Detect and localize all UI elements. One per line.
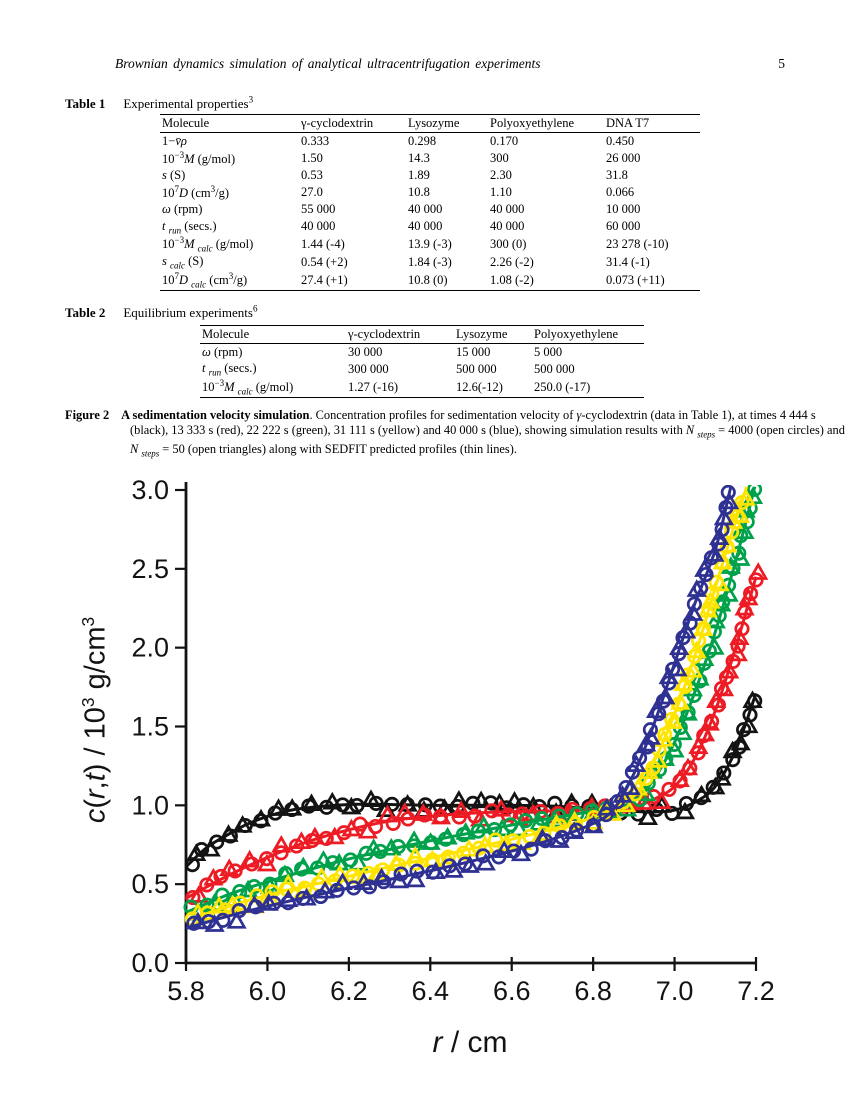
cell-value: 40 000 bbox=[301, 219, 336, 234]
table1-caption bbox=[65, 95, 253, 112]
y-tick-label: 0.5 bbox=[131, 869, 169, 900]
row-label: $10^7D$ $(cm^3/g)$ bbox=[162, 184, 229, 201]
table2-label: Table 2 bbox=[65, 305, 106, 321]
cell-value: 250.0 (-17) bbox=[534, 379, 591, 394]
row-label: $10^{-3}M$ (g/mol) bbox=[162, 150, 236, 167]
table-row bbox=[160, 271, 700, 290]
row-label: $10^7D$ $_{calc}$ $(cm^3/g)$ bbox=[162, 270, 248, 290]
table1-label: Table 1 bbox=[65, 96, 106, 112]
column-header: DNA T7 bbox=[606, 116, 650, 130]
cell-value: 13.9 (-3) bbox=[408, 237, 452, 252]
figure-2-chart bbox=[70, 470, 810, 1085]
column-header: γ-cyclodextrin bbox=[348, 327, 421, 341]
row-label: $10^{-3}M$ $_{calc}$ (g/mol) bbox=[162, 235, 254, 254]
cell-value: 40 000 bbox=[408, 219, 443, 234]
column-header: Lysozyme bbox=[408, 116, 460, 130]
column-header: Molecule bbox=[202, 327, 250, 341]
table-2 bbox=[200, 325, 644, 398]
cell-value: 5 000 bbox=[534, 345, 563, 359]
cell-value: 23 278 (-10) bbox=[606, 237, 669, 252]
cell-value: 500 000 bbox=[534, 362, 575, 376]
y-axis-label: $c(r,t) / 10^3$ $g/cm^3$ bbox=[78, 616, 112, 824]
cell-value: 1.84 (-3) bbox=[408, 254, 452, 269]
table-row bbox=[160, 218, 700, 235]
cell-value: 300 000 bbox=[348, 362, 389, 376]
table-1 bbox=[160, 114, 700, 291]
y-tick-label: 2.5 bbox=[131, 553, 169, 584]
open-triangle-marker bbox=[750, 565, 766, 579]
cell-value: 0.333 bbox=[301, 134, 330, 148]
cell-value: 0.53 bbox=[301, 168, 323, 183]
cell-value: 55 000 bbox=[301, 202, 336, 217]
cell-value: 31.4 (-1) bbox=[606, 254, 650, 269]
cell-value: 12.6(-12) bbox=[456, 379, 503, 394]
x-tick-label: 6.0 bbox=[248, 976, 287, 1006]
cell-value: 40 000 bbox=[490, 202, 525, 217]
column-header: Lysozyme bbox=[456, 327, 508, 341]
cell-value: 0.450 bbox=[606, 134, 635, 148]
row-label: 1−v̄ρ bbox=[162, 134, 187, 148]
cell-value: 10 000 bbox=[606, 202, 641, 217]
x-tick-label: 6.8 bbox=[574, 976, 612, 1006]
cell-value: 1.27 (-16) bbox=[348, 379, 398, 394]
table-row bbox=[160, 235, 700, 254]
cell-value: 10.8 (0) bbox=[408, 272, 448, 287]
cell-value: 0.170 bbox=[490, 134, 519, 148]
cell-value: 300 bbox=[490, 151, 509, 166]
row-label: ω (rpm) bbox=[162, 202, 203, 217]
table-row bbox=[200, 361, 644, 378]
x-tick-label: 6.6 bbox=[492, 976, 531, 1006]
x-tick-label: 6.2 bbox=[330, 976, 368, 1006]
y-tick-label: 2.0 bbox=[131, 632, 169, 663]
cell-value: 40 000 bbox=[490, 219, 525, 234]
row-label: s $_{calc}$ (S) bbox=[162, 254, 204, 271]
cell-value: 27.4 (+1) bbox=[301, 272, 348, 287]
figure-title: A sedimentation velocity simulation bbox=[121, 408, 310, 422]
table-row bbox=[160, 201, 700, 218]
page-number: 5 bbox=[778, 56, 785, 71]
table2-caption bbox=[65, 304, 258, 321]
table-row bbox=[160, 150, 700, 167]
table-header-row bbox=[160, 115, 700, 133]
cell-value: 14.3 bbox=[408, 151, 430, 166]
figure-caption bbox=[65, 408, 850, 461]
row-label: t $_{run}$ (secs.) bbox=[162, 218, 217, 236]
column-header: γ-cyclodextrin bbox=[301, 116, 374, 130]
cell-value: 30 000 bbox=[348, 345, 383, 359]
table-header-row bbox=[200, 326, 644, 344]
column-header: Molecule bbox=[162, 116, 210, 130]
cell-value: 10.8 bbox=[408, 185, 430, 200]
cell-value: 40 000 bbox=[408, 202, 443, 217]
cell-value: 1.10 bbox=[490, 185, 512, 200]
cell-value: 26 000 bbox=[606, 151, 641, 166]
cell-value: 500 000 bbox=[456, 362, 497, 376]
x-tick-label: 7.0 bbox=[655, 976, 694, 1006]
y-tick-label: 3.0 bbox=[131, 475, 169, 505]
running-head-title: Brownian dynamics simulation of analytical ultracentrifugation experiments bbox=[115, 56, 541, 71]
column-header: Polyoxyethylene bbox=[534, 327, 619, 341]
y-tick-label: 1.5 bbox=[131, 711, 169, 742]
table-row bbox=[160, 254, 700, 271]
x-tick-label: 7.2 bbox=[737, 976, 775, 1006]
table1-title: Experimental properties$^3$ bbox=[123, 95, 254, 112]
y-tick-label: 0.0 bbox=[131, 948, 169, 978]
cell-value: 1.89 bbox=[408, 168, 430, 183]
open-triangle-marker bbox=[274, 838, 290, 852]
cell-value: 27.0 bbox=[301, 185, 323, 200]
cell-value: 31.8 bbox=[606, 168, 628, 183]
cell-value: 0.066 bbox=[606, 185, 635, 200]
table-row bbox=[160, 167, 700, 184]
figure-caption-text: . Concentration profiles for sedimentation velocity of γ-cyclodextrin (data in Table 1), at times 4 444 s (black), 13 333 s (red), 22 222 s (green), 31 111 s (yellow) and 40 000 s (blue), showing simulation results with N $_{steps}$ = 4000 (open circles) and N $_{steps}$ = 50 (open triangles) along with SEDFIT predicted profiles (thin lines). bbox=[130, 408, 845, 459]
cell-value: 0.298 bbox=[408, 134, 437, 148]
table-row bbox=[200, 344, 644, 362]
cell-value: 2.26 (-2) bbox=[490, 254, 534, 269]
table-row bbox=[160, 133, 700, 151]
figure-label: Figure 2 bbox=[65, 408, 110, 422]
row-label: t $_{run}$ (secs.) bbox=[202, 361, 257, 378]
cell-value: 1.44 (-4) bbox=[301, 237, 345, 252]
x-axis-label: r / cm bbox=[432, 1026, 508, 1059]
x-tick-label: 6.4 bbox=[411, 976, 450, 1006]
cell-value: 1.08 (-2) bbox=[490, 272, 534, 287]
y-tick-label: 1.0 bbox=[131, 790, 169, 821]
cell-value: 60 000 bbox=[606, 219, 641, 234]
cell-value: 0.54 (+2) bbox=[301, 254, 348, 269]
cell-value: 0.073 (+11) bbox=[606, 272, 665, 287]
sedimentation-profile-plot bbox=[70, 470, 810, 1085]
x-tick-label: 5.8 bbox=[167, 976, 205, 1006]
row-label: ω (rpm) bbox=[202, 345, 243, 359]
row-label: $10^{-3}M$ $_{calc}$ (g/mol) bbox=[202, 378, 294, 397]
cell-value: 300 (0) bbox=[490, 237, 527, 252]
table2-title: Equilibrium experiments$^6$ bbox=[123, 304, 258, 321]
cell-value: 2.30 bbox=[490, 168, 512, 183]
table-row bbox=[160, 184, 700, 201]
row-label: s (S) bbox=[162, 168, 186, 183]
table-row bbox=[200, 378, 644, 397]
running-head bbox=[115, 56, 785, 72]
cell-value: 1.50 bbox=[301, 151, 323, 166]
column-header: Polyoxyethylene bbox=[490, 116, 575, 130]
cell-value: 15 000 bbox=[456, 345, 491, 359]
